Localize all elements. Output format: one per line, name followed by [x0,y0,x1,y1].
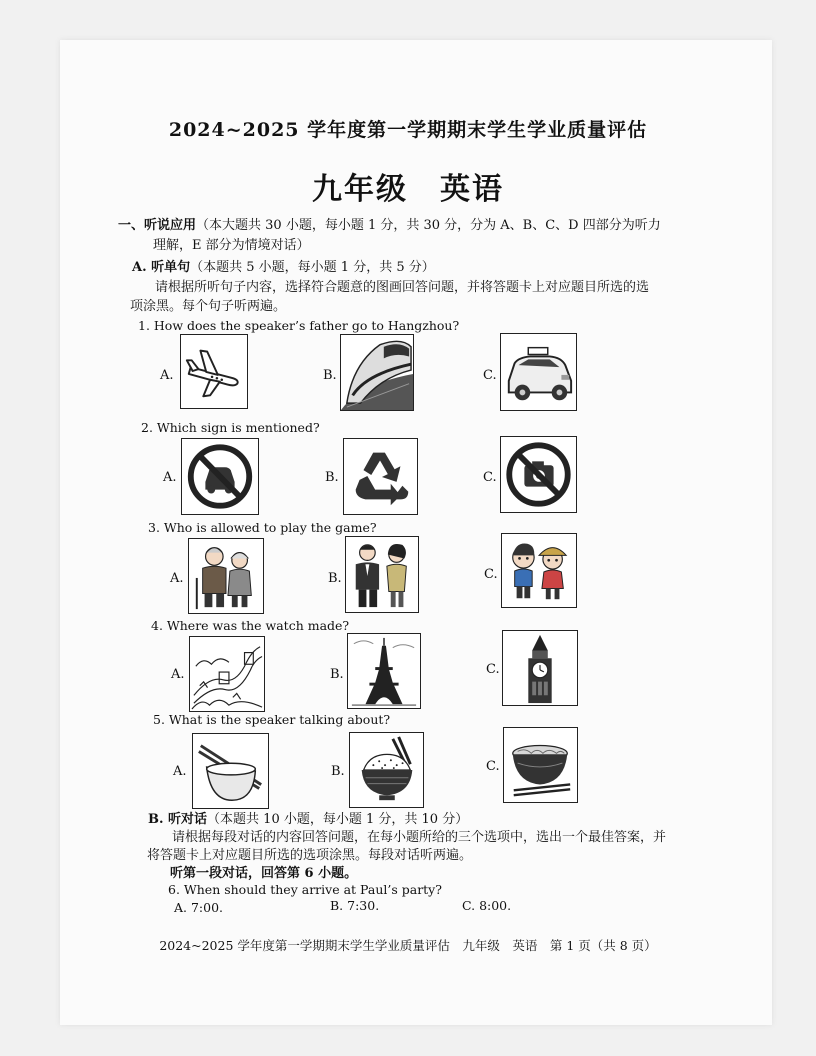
page-title: 2024~2025 学年度第一学期期末学生学业质量评估 [168,119,648,141]
great-wall-icon[interactable] [189,636,265,712]
adult-couple-icon[interactable] [345,536,419,613]
q1-option-c-label: C. [483,368,497,383]
q2-option-c-label: C. [483,470,497,485]
q4-option-a-label: A. [171,667,185,682]
dialogue-1-instruction: 听第一段对话，回答第 6 小题。 [170,866,358,881]
q5-option-b-label: B. [331,764,345,779]
partA-heading: A. 听单句 [132,260,191,275]
partA-instruction-line2: 项涂黑。每个句子听两遍。 [130,299,287,314]
q2-option-b-label: B. [325,470,339,485]
elderly-couple-icon[interactable] [188,538,264,614]
q3-option-c-label: C. [484,567,498,582]
section1-desc-line1: （本大题共 30 小题，每小题 1 分，共 30 分，分为 A、B、C、D 四部分为听力 [196,218,661,233]
bowl-chopsticks-icon[interactable] [192,733,269,809]
q3-option-b-label: B. [328,571,342,586]
page-subtitle: 九年级 英语 [312,172,504,207]
no-cars-sign-icon[interactable] [181,438,259,515]
page-footer: 2024~2025 学年度第一学期期末学生学业质量评估 九年级 英语 第 1 页（共 8 页） [159,938,657,953]
question-2: 2. Which sign is mentioned? [141,420,320,435]
q2-option-a-label: A. [163,470,177,485]
q4-option-b-label: B. [330,667,344,682]
partA-desc: （本题共 5 小题，每小题 1 分，共 5 分） [190,260,435,275]
q5-option-c-label: C. [486,759,500,774]
q5-option-a-label: A. [173,764,187,779]
section1-intro [118,216,661,236]
no-photos-sign-icon[interactable] [500,436,577,513]
q4-option-c-label: C. [486,662,500,677]
q6-option-b: B. 7:30. [330,898,380,913]
partB-intro [148,810,468,830]
question-5: 5. What is the speaker talking about? [153,712,391,727]
big-ben-icon[interactable] [502,630,578,706]
recycle-sign-icon[interactable] [343,438,418,515]
q6-option-c: C. 8:00. [462,898,512,913]
question-6: 6. When should they arrive at Paul’s party? [168,882,442,897]
taxi-icon[interactable] [500,333,577,411]
question-1: 1. How does the speaker’s father go to Hangzhou? [138,318,460,333]
high-speed-train-icon[interactable] [340,334,414,411]
children-icon[interactable] [501,533,577,608]
section1-heading: 一、听说应用 [118,218,197,233]
q1-option-a-label: A. [160,368,174,383]
airplane-icon[interactable] [180,334,248,409]
partA-instruction-line1: 请根据所听句子内容，选择符合题意的图画回答问题，并将答题卡上对应题目所选的选 [155,280,650,295]
question-3: 3. Who is allowed to play the game? [148,520,377,535]
q6-option-a: A. 7:00. [174,900,224,915]
partB-heading: B. 听对话 [148,812,208,827]
rice-bowl-icon[interactable] [349,732,424,808]
partB-desc: （本题共 10 小题，每小题 1 分，共 10 分） [207,812,469,827]
partB-instruction-line2: 将答题卡上对应题目所选的选项涂黑。每段对话听两遍。 [147,848,473,863]
q1-option-b-label: B. [323,368,337,383]
question-4: 4. Where was the watch made? [151,618,350,633]
eiffel-tower-icon[interactable] [347,633,421,709]
section1-desc-line2: 理解，E 部分为情境对话） [153,238,310,253]
partA-intro [132,258,435,278]
noodle-bowl-icon[interactable] [503,727,578,803]
partB-instruction-line1: 请根据每段对话的内容回答问题，在每小题所给的三个选项中，选出一个最佳答案，并 [172,830,667,845]
q3-option-a-label: A. [170,571,184,586]
